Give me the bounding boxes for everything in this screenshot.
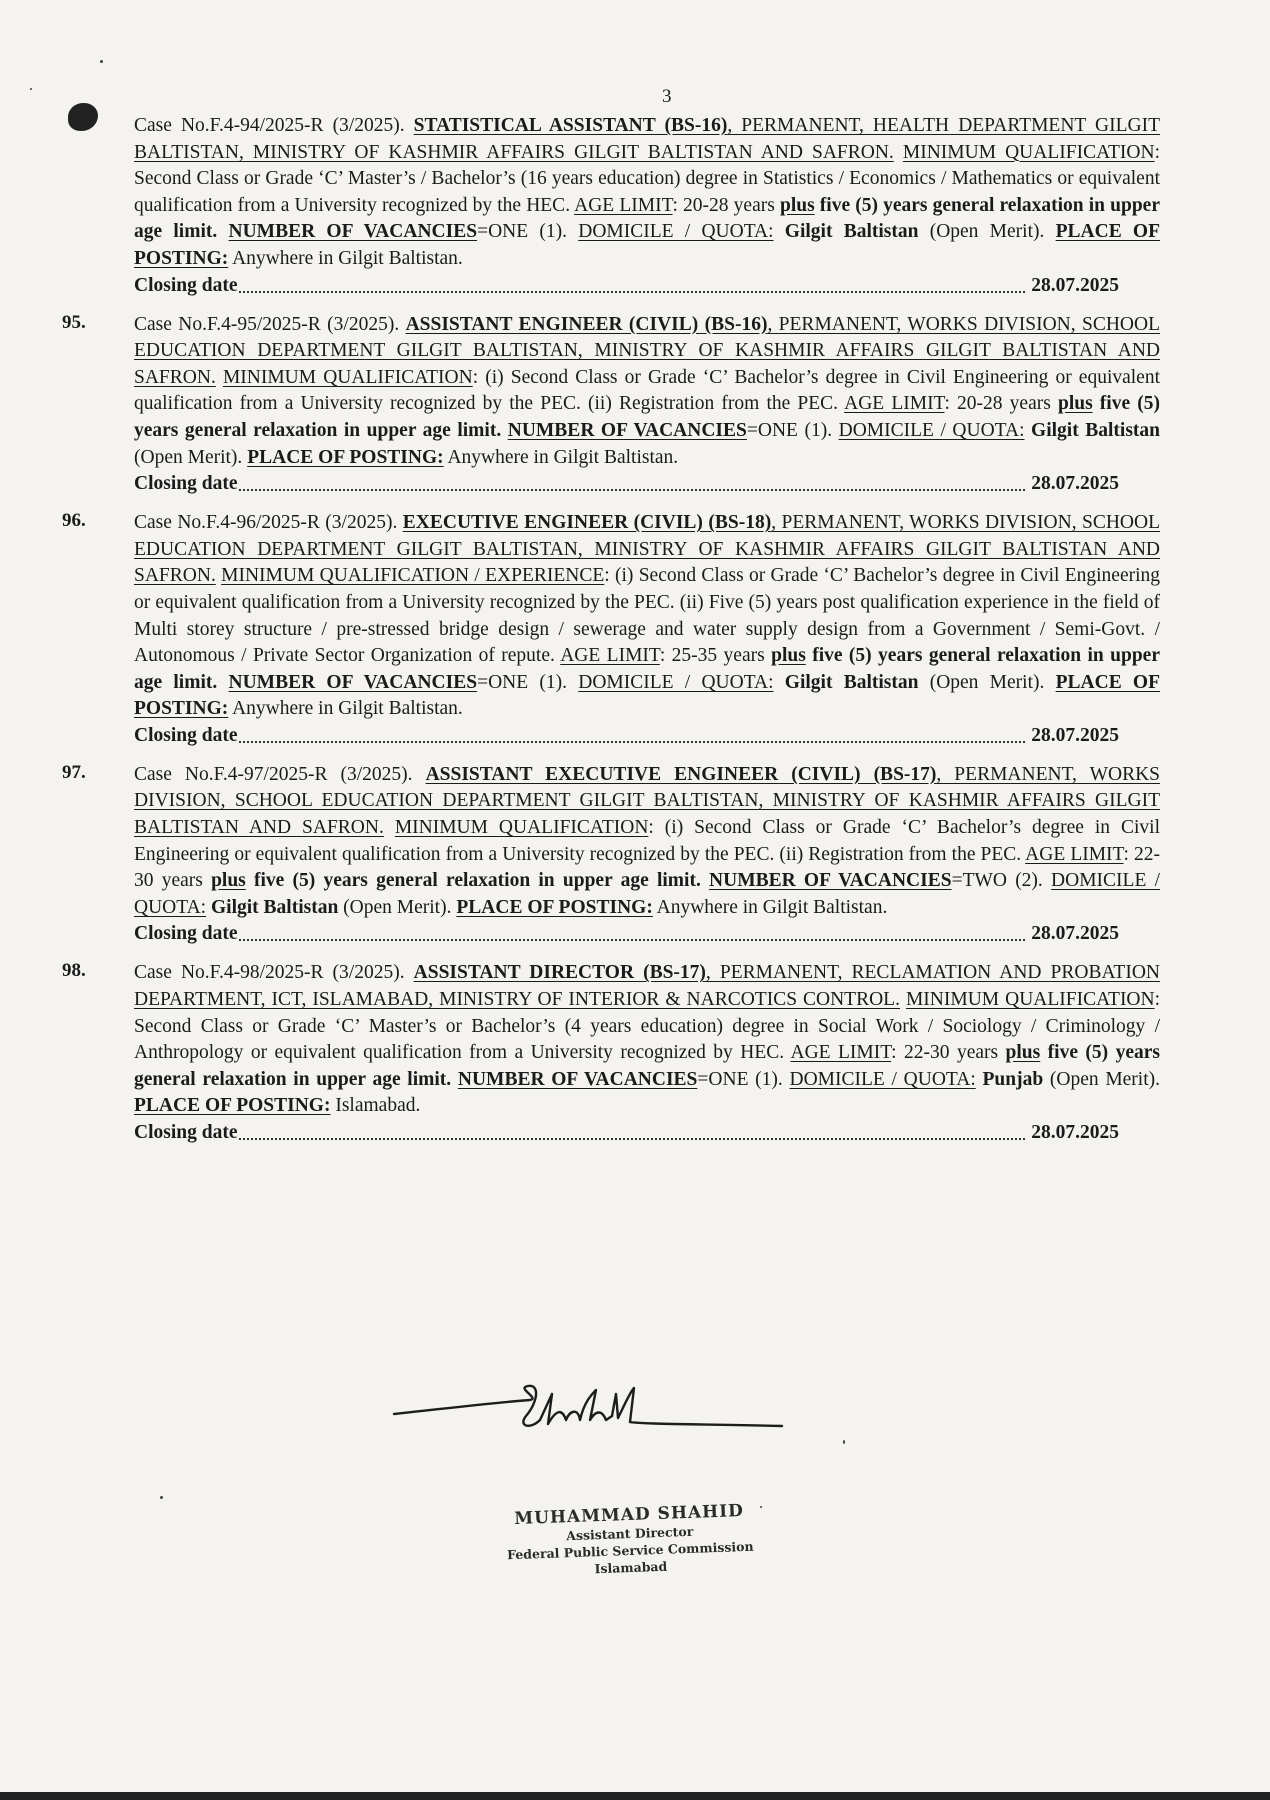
posting-text: Anywhere in Gilgit Baltistan.: [228, 247, 463, 269]
dot-leader: [239, 1138, 1025, 1140]
posting-text: Anywhere in Gilgit Baltistan.: [652, 896, 888, 918]
vacancies-label: NUMBER OF VACANCIES: [507, 419, 747, 441]
signatory-stamp: [499, 1500, 761, 1580]
department: , PERMANENT, HEALTH DEPARTMENT GILGIT BALTISTAN, MINISTRY OF KASHMIR AFFAIRS GILGIT BALTISTAN AND SAFRON.: [134, 115, 1160, 163]
vacancy-entry: [62, 113, 1160, 299]
closing-date-label: Closing date: [134, 1122, 238, 1143]
posting-label: PLACE OF POSTING:: [134, 671, 1161, 720]
posting-label: PLACE OF POSTING:: [134, 1095, 331, 1117]
domicile-label: DOMICILE / QUOTA:: [838, 419, 1025, 441]
signature-block: [390, 1380, 810, 1577]
age-limit-text: : 20-28 years: [672, 194, 780, 216]
vacancies-label: NUMBER OF VACANCIES: [709, 870, 952, 892]
age-limit-text: : 20-28 years: [944, 393, 1058, 415]
closing-date-label: Closing date: [134, 724, 238, 746]
signatory-city: Islamabad: [594, 1558, 668, 1577]
vacancies-text: =ONE (1).: [477, 221, 579, 243]
qualification-text: : (i) Second Class or Grade ‘C’ Bachelor’s degree in Civil Engineering or equivalent qualification from a University recognized by the PEC. (ii) Registration from the PEC.: [134, 366, 1161, 415]
qualification-text: : (i) Second Class or Grade ‘C’ Bachelor’s degree in Civil Engineering or equivalent qualification from a University recognized by the PEC. (ii) Registration from the PEC.: [134, 817, 1161, 865]
posting-label: PLACE OF POSTING:: [247, 446, 444, 468]
department: , PERMANENT, WORKS DIVISION, SCHOOL EDUCATION DEPARTMENT GILGIT BALTISTAN, MINISTRY OF KASHMIR AFFAIRS GILGIT BALTISTAN AND SAFRON.: [134, 512, 1161, 587]
age-limit-text: : 25-35 years: [659, 645, 772, 667]
qualification-text: : (i) Second Class or Grade ‘C’ Bachelor’s degree in Civil Engineering or equivalent qualification from a University recognized by the PEC. (ii) Five (5) years post qualification experience in the field of Multi storey structure / pre-stressed bridge design / sewerage and water supply design from a Government / Semi-Govt. / Autonomous / Private Sector Organization of repute.: [134, 565, 1161, 667]
closing-date-value: 28.07.2025: [1031, 1122, 1119, 1143]
closing-date-row: [134, 471, 1119, 497]
closing-date-value: 28.07.2025: [1031, 724, 1119, 746]
qualification-label: MINIMUM QUALIFICATION / EXPERIENCE: [221, 565, 605, 587]
domicile-text: (Open Merit).: [338, 896, 457, 918]
dot-leader: [239, 291, 1025, 293]
entry-number: 95.: [62, 311, 86, 333]
post-title: ASSISTANT EXECUTIVE ENGINEER (CIVIL) (BS-17): [425, 763, 937, 785]
closing-date-value: 28.07.2025: [1031, 274, 1119, 296]
entry-body: [134, 510, 1160, 723]
case-number: Case No.F.4-94/2025-R (3/2025).: [134, 115, 414, 136]
domicile-value: Gilgit Baltistan: [1024, 419, 1160, 441]
domicile-text: (Open Merit).: [918, 221, 1056, 243]
domicile-text: (Open Merit).: [1043, 1068, 1161, 1090]
vacancies-label: NUMBER OF VACANCIES: [228, 221, 478, 243]
age-limit-text: : 22-30 years: [134, 843, 1160, 892]
scan-speck: [100, 60, 103, 63]
plus-word: plus: [771, 645, 806, 667]
qualification-label: MINIMUM QUALIFICATION: [394, 817, 649, 839]
entry-number: 96.: [62, 510, 86, 532]
post-title: ASSISTANT DIRECTOR (BS-17): [413, 962, 706, 984]
plus-word: plus: [211, 870, 246, 892]
plus-word: plus: [779, 194, 815, 216]
entry-body: [134, 312, 1160, 472]
entry-number: 97.: [62, 761, 86, 783]
vacancy-list: [62, 113, 1160, 1159]
relaxation-text: five (5) years general relaxation in upper age limit.: [134, 645, 1160, 693]
signatory-organization: Federal Public Service Commission: [506, 1538, 754, 1563]
scan-speck: [160, 1496, 163, 1499]
vacancy-entry: [62, 510, 1160, 749]
entry-body: [134, 960, 1160, 1120]
domicile-text: (Open Merit).: [918, 671, 1056, 693]
domicile-text: (Open Merit).: [134, 446, 248, 468]
age-limit-label: AGE LIMIT: [1025, 843, 1124, 865]
case-number: Case No.F.4-97/2025-R (3/2025).: [134, 763, 426, 785]
closing-date-row: [134, 273, 1119, 299]
qualification-label: MINIMUM QUALIFICATION: [905, 989, 1155, 1011]
plus-word: plus: [1057, 393, 1093, 415]
scan-speck: [843, 1440, 845, 1444]
domicile-label: DOMICILE / QUOTA:: [578, 221, 774, 243]
age-limit-label: AGE LIMIT: [574, 194, 673, 216]
vacancies-text: =ONE (1).: [697, 1068, 790, 1090]
domicile-value: Gilgit Baltistan: [206, 896, 339, 918]
closing-date-row: [134, 1120, 1119, 1146]
post-title: EXECUTIVE ENGINEER (CIVIL) (BS-18): [402, 512, 772, 534]
department: , PERMANENT, RECLAMATION AND PROBATION DEPARTMENT, ICT, ISLAMABAD, MINISTRY OF INTERIOR & NARCOTICS CONTROL.: [134, 962, 1160, 1011]
qualification-text: : Second Class or Grade ‘C’ Master’s or Bachelor’s (4 years education) degree in Social Work / Sociology / Criminology / Anthropology or equivalent qualification from a University recognized by HEC.: [134, 989, 1161, 1064]
posting-text: Islamabad.: [330, 1095, 421, 1117]
domicile-value: Punjab: [975, 1068, 1044, 1090]
closing-date-label: Closing date: [134, 923, 238, 945]
posting-text: Anywhere in Gilgit Baltistan.: [443, 446, 679, 468]
page-number: 3: [662, 86, 672, 107]
closing-date-value: 28.07.2025: [1031, 473, 1119, 495]
entry-number: [72, 113, 132, 135]
domicile-value: Gilgit Baltistan: [773, 221, 919, 243]
age-limit-label: AGE LIMIT: [790, 1042, 892, 1064]
case-number: Case No.F.4-96/2025-R (3/2025).: [134, 512, 403, 534]
signatory-name: MUHAMMAD SHAHID: [513, 1501, 745, 1530]
scan-speck: [30, 88, 32, 90]
closing-date-row: [134, 921, 1119, 947]
posting-text: Anywhere in Gilgit Baltistan.: [228, 698, 463, 720]
vacancies-label: NUMBER OF VACANCIES: [457, 1068, 698, 1090]
entry-body: [134, 762, 1160, 922]
posting-label: PLACE OF POSTING:: [456, 896, 653, 918]
vacancy-entry: [62, 312, 1160, 498]
entry-body: [134, 113, 1160, 273]
domicile-label: DOMICILE / QUOTA:: [789, 1068, 976, 1090]
age-limit-text: : 22-30 years: [891, 1042, 1006, 1064]
closing-date-label: Closing date: [134, 473, 238, 495]
vacancies-text: =TWO (2).: [951, 870, 1052, 892]
ink-blot: [68, 103, 98, 131]
domicile-label: DOMICILE / QUOTA:: [578, 671, 774, 693]
case-number: Case No.F.4-95/2025-R (3/2025).: [134, 313, 406, 335]
vacancy-entry: [62, 762, 1160, 948]
dot-leader: [239, 489, 1025, 491]
age-limit-label: AGE LIMIT: [844, 393, 945, 415]
relaxation-text: five (5) years general relaxation in upper age limit.: [134, 194, 1160, 243]
post-title: STATISTICAL ASSISTANT (BS-16): [413, 115, 728, 136]
closing-date-label: Closing date: [134, 274, 238, 296]
relaxation-text: five (5) years general relaxation in upper age limit.: [245, 870, 701, 892]
vacancies-text: =ONE (1).: [746, 419, 839, 441]
signatory-designation: Assistant Director: [565, 1523, 694, 1544]
scan-edge: [0, 1792, 1270, 1800]
closing-date-row: [134, 723, 1119, 749]
vacancies-label: NUMBER OF VACANCIES: [228, 671, 478, 693]
entry-number: 98.: [62, 960, 86, 982]
closing-date-value: 28.07.2025: [1031, 923, 1119, 945]
relaxation-text: five (5) years general relaxation in upper age limit.: [134, 393, 1160, 441]
plus-word: plus: [1005, 1042, 1041, 1064]
handwritten-signature: [390, 1380, 810, 1500]
department: , PERMANENT, WORKS DIVISION, SCHOOL EDUCATION DEPARTMENT GILGIT BALTISTAN, MINISTRY OF KASHMIR AFFAIRS GILGIT BALTISTAN AND SAFRON.: [134, 763, 1161, 839]
domicile-label: DOMICILE / QUOTA:: [134, 870, 1160, 918]
dot-leader: [239, 939, 1025, 941]
age-limit-label: AGE LIMIT: [560, 645, 660, 667]
post-title: ASSISTANT ENGINEER (CIVIL) (BS-16): [405, 313, 768, 335]
scan-speck: [760, 1506, 762, 1508]
vacancies-text: =ONE (1).: [477, 671, 579, 693]
relaxation-text: five (5) years general relaxation in upper age limit.: [134, 1042, 1160, 1090]
qualification-label: MINIMUM QUALIFICATION: [222, 366, 473, 388]
domicile-value: Gilgit Baltistan: [773, 671, 919, 693]
vacancy-entry: [62, 960, 1160, 1146]
dot-leader: [239, 741, 1025, 743]
qualification-text: : Second Class or Grade ‘C’ Master’s / Bachelor’s (16 years education) degree in Statistics / Economics / Mathematics or equivalent qualification from a University recognized by the HEC.: [134, 141, 1161, 216]
case-number: Case No.F.4-98/2025-R (3/2025).: [134, 962, 414, 984]
qualification-label: MINIMUM QUALIFICATION: [902, 141, 1155, 163]
posting-label: PLACE OF POSTING:: [134, 221, 1161, 269]
department: , PERMANENT, WORKS DIVISION, SCHOOL EDUCATION DEPARTMENT GILGIT BALTISTAN, MINISTRY OF KASHMIR AFFAIRS GILGIT BALTISTAN AND SAFRON.: [134, 313, 1160, 388]
